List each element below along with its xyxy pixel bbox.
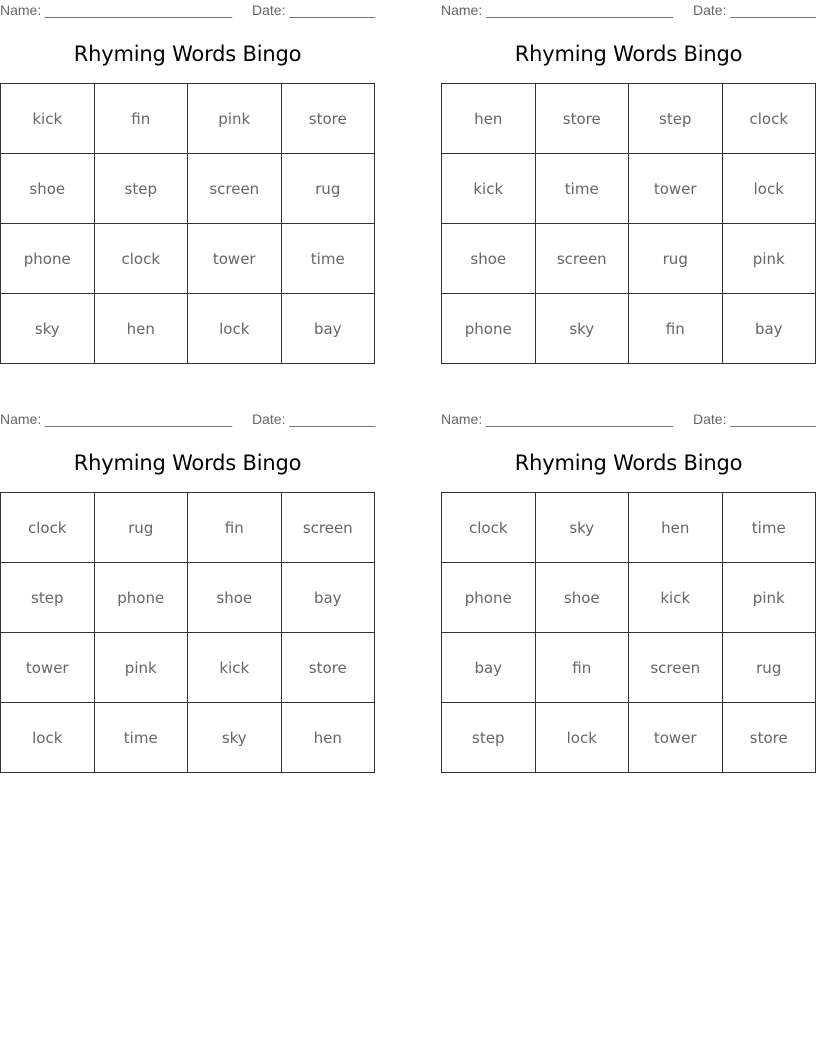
bingo-cell[interactable]: bay [281, 294, 375, 364]
bingo-cell[interactable]: fin [188, 493, 282, 563]
bingo-cell[interactable]: rug [722, 633, 816, 703]
bingo-cell[interactable]: phone [1, 224, 95, 294]
bingo-cell[interactable]: step [94, 154, 188, 224]
grid-row [442, 224, 816, 294]
grid-row [442, 703, 816, 773]
bingo-cell[interactable]: hen [629, 493, 723, 563]
grid-row [1, 84, 375, 154]
bingo-cell[interactable]: pink [722, 224, 816, 294]
bingo-cell[interactable]: step [629, 84, 723, 154]
grid-row [1, 703, 375, 773]
bingo-cell[interactable]: sky [535, 294, 629, 364]
date-field[interactable]: Date: ___________ [693, 411, 816, 427]
bingo-cell[interactable]: shoe [535, 563, 629, 633]
bingo-cell[interactable]: sky [188, 703, 282, 773]
grid-row [1, 633, 375, 703]
bingo-cell[interactable]: shoe [188, 563, 282, 633]
bingo-cell[interactable]: phone [442, 563, 536, 633]
grid-row [442, 154, 816, 224]
name-field[interactable]: Name: ________________________ [441, 411, 673, 427]
bingo-cell[interactable]: hen [442, 84, 536, 154]
bingo-cell[interactable]: time [535, 154, 629, 224]
card-header [441, 0, 816, 20]
grid-row [1, 154, 375, 224]
date-field[interactable]: Date: ___________ [252, 411, 375, 427]
grid-row [442, 493, 816, 563]
bingo-cell[interactable]: lock [722, 154, 816, 224]
bingo-cell[interactable]: kick [188, 633, 282, 703]
bingo-grid [0, 83, 375, 364]
bingo-card-1 [0, 0, 375, 338]
date-field[interactable]: Date: ___________ [693, 2, 816, 18]
bingo-cell[interactable]: step [1, 563, 95, 633]
bingo-cell[interactable]: screen [188, 154, 282, 224]
bingo-cell[interactable]: clock [442, 493, 536, 563]
card-title: Rhyming Words Bingo [73, 42, 302, 66]
bingo-cell[interactable]: shoe [1, 154, 95, 224]
bingo-cell[interactable]: store [722, 703, 816, 773]
bingo-cell[interactable]: hen [281, 703, 375, 773]
bingo-cell[interactable]: sky [535, 493, 629, 563]
bingo-card-2 [441, 0, 816, 338]
bingo-cell[interactable]: fin [535, 633, 629, 703]
bingo-cell[interactable]: pink [188, 84, 282, 154]
grid-row [1, 224, 375, 294]
grid-row [442, 563, 816, 633]
bingo-cell[interactable]: screen [629, 633, 723, 703]
bingo-card-3 [0, 409, 375, 747]
card-title: Rhyming Words Bingo [514, 451, 743, 475]
bingo-cell[interactable]: lock [188, 294, 282, 364]
bingo-cell[interactable]: fin [94, 84, 188, 154]
bingo-cell[interactable]: pink [94, 633, 188, 703]
bingo-cell[interactable]: tower [629, 703, 723, 773]
bingo-cell[interactable]: clock [94, 224, 188, 294]
bingo-cell[interactable]: rug [94, 493, 188, 563]
bingo-grid [441, 83, 816, 364]
bingo-cell[interactable]: lock [1, 703, 95, 773]
bingo-cell[interactable]: rug [629, 224, 723, 294]
date-field[interactable]: Date: ___________ [252, 2, 375, 18]
bingo-cell[interactable]: tower [1, 633, 95, 703]
bingo-cell[interactable]: phone [94, 563, 188, 633]
bingo-cell[interactable]: store [281, 633, 375, 703]
card-title: Rhyming Words Bingo [514, 42, 743, 66]
bingo-cell[interactable]: bay [442, 633, 536, 703]
grid-row [1, 294, 375, 364]
bingo-cell[interactable]: shoe [442, 224, 536, 294]
bingo-cell[interactable]: store [281, 84, 375, 154]
grid-row [442, 633, 816, 703]
bingo-cell[interactable]: hen [94, 294, 188, 364]
bingo-cell[interactable]: fin [629, 294, 723, 364]
bingo-cell[interactable]: screen [281, 493, 375, 563]
bingo-cell[interactable]: time [281, 224, 375, 294]
bingo-cell[interactable]: store [535, 84, 629, 154]
grid-row [442, 84, 816, 154]
name-field[interactable]: Name: ________________________ [0, 411, 232, 427]
bingo-cell[interactable]: tower [188, 224, 282, 294]
bingo-cell[interactable]: clock [722, 84, 816, 154]
bingo-cell[interactable]: time [94, 703, 188, 773]
grid-row [1, 493, 375, 563]
name-field[interactable]: Name: ________________________ [0, 2, 232, 18]
bingo-cell[interactable]: bay [281, 563, 375, 633]
bingo-cell[interactable]: kick [629, 563, 723, 633]
bingo-card-4 [441, 409, 816, 747]
bingo-grid [441, 492, 816, 773]
bingo-cell[interactable]: kick [1, 84, 95, 154]
bingo-cell[interactable]: step [442, 703, 536, 773]
bingo-cell[interactable]: screen [535, 224, 629, 294]
card-title: Rhyming Words Bingo [73, 451, 302, 475]
card-header [441, 409, 816, 429]
bingo-cell[interactable]: clock [1, 493, 95, 563]
bingo-cell[interactable]: time [722, 493, 816, 563]
bingo-cell[interactable]: pink [722, 563, 816, 633]
name-field[interactable]: Name: ________________________ [441, 2, 673, 18]
bingo-cell[interactable]: sky [1, 294, 95, 364]
bingo-cell[interactable]: bay [722, 294, 816, 364]
bingo-grid [0, 492, 375, 773]
bingo-cell[interactable]: kick [442, 154, 536, 224]
grid-row [442, 294, 816, 364]
bingo-cell[interactable]: lock [535, 703, 629, 773]
bingo-cell[interactable]: tower [629, 154, 723, 224]
bingo-cell[interactable]: phone [442, 294, 536, 364]
card-header [0, 409, 375, 429]
bingo-cell[interactable]: rug [281, 154, 375, 224]
card-header [0, 0, 375, 20]
grid-row [1, 563, 375, 633]
